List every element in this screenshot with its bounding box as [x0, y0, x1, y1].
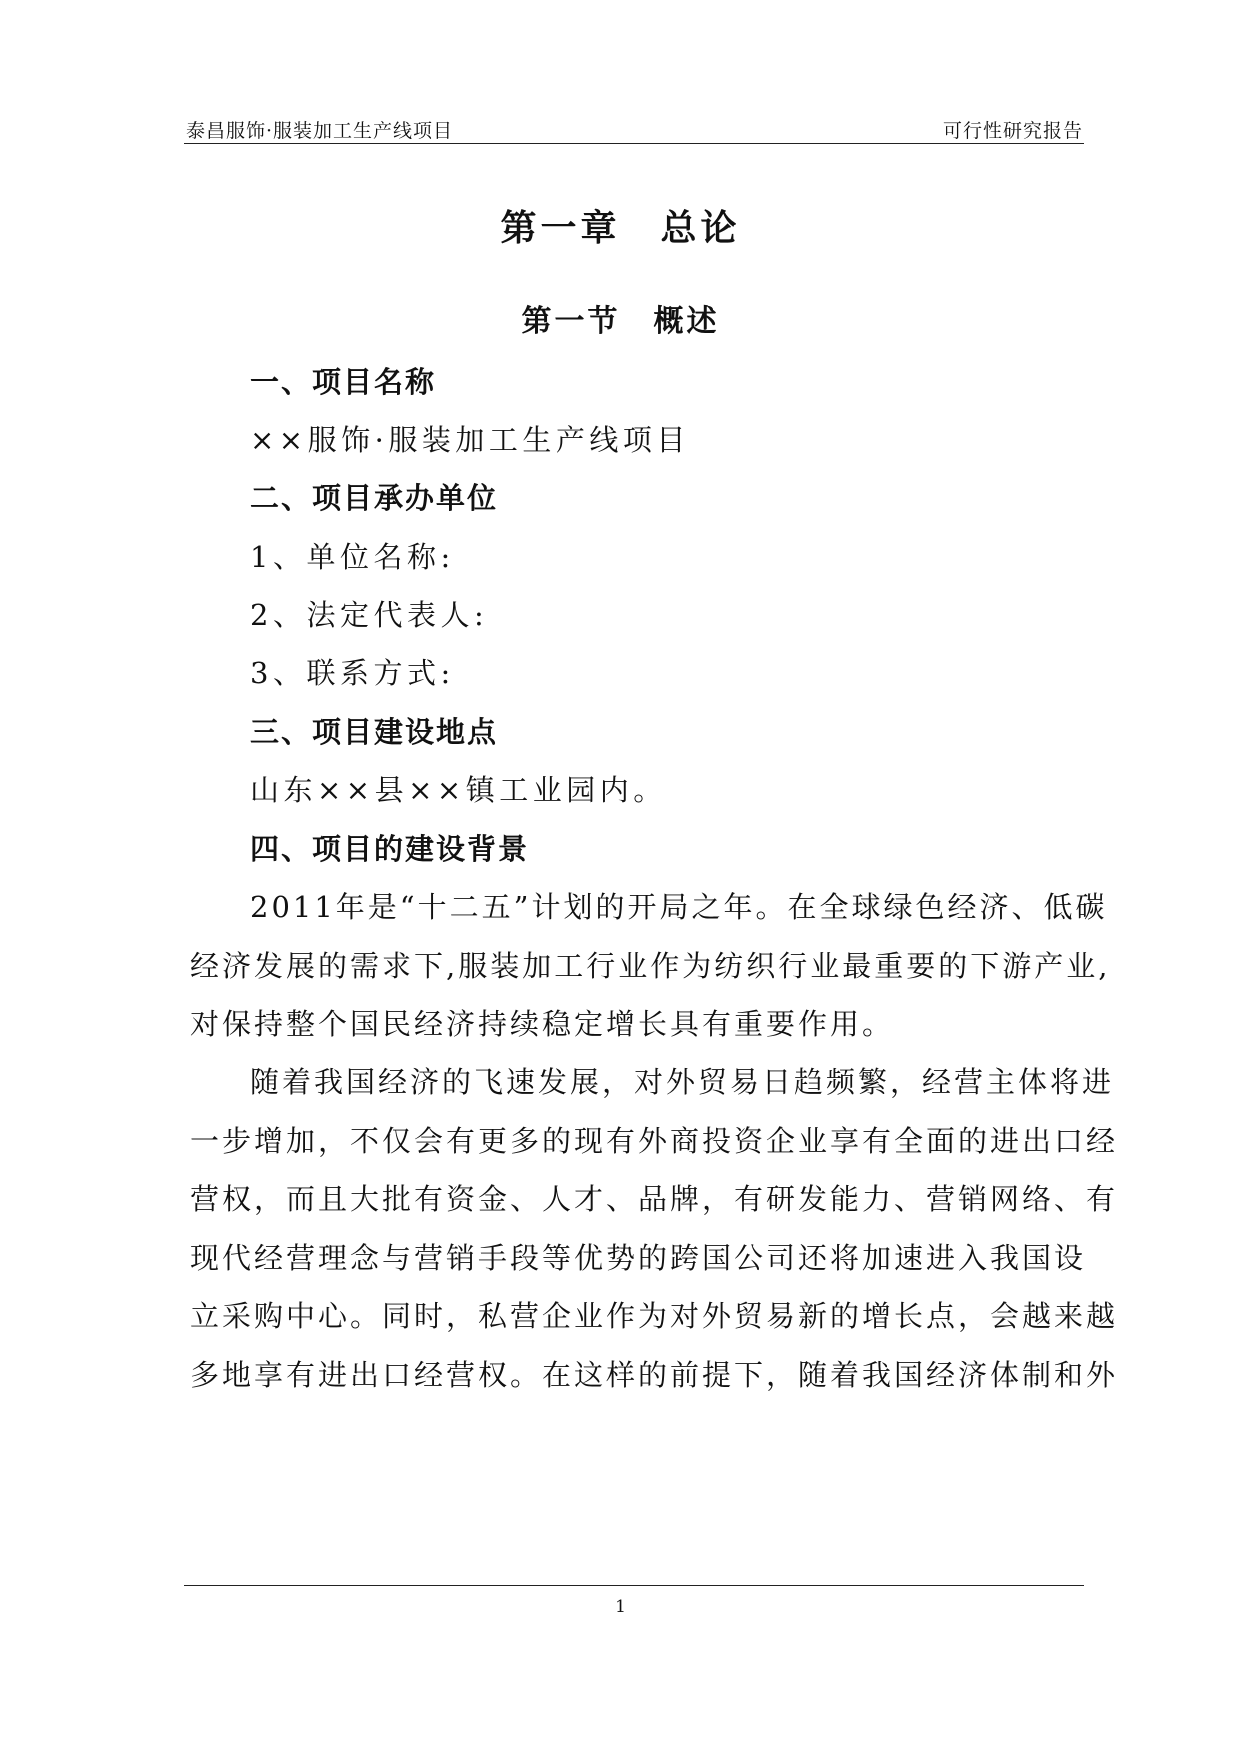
body-line: 2011年是“十二五”计划的开局之年。在全球绿色经济、低碳: [250, 890, 1108, 924]
chapter-title: 第一章 总论: [500, 207, 741, 249]
page-header: [186, 112, 1083, 142]
unit-name-field: 1、单位名称:: [250, 540, 455, 574]
contact-field: 3、联系方式:: [250, 656, 455, 690]
legal-representative-field: 2、法定代表人:: [250, 598, 489, 632]
heading-project-name: 一、项目名称: [250, 365, 437, 399]
body-line: 现代经营理念与营销手段等优势的跨国公司还将加速进入我国设: [190, 1241, 1087, 1275]
page-number: 1: [615, 1597, 626, 1617]
body-line: 多地享有进出口经营权。在这样的前提下，随着我国经济体制和外: [190, 1358, 1119, 1392]
body-line: 一步增加，不仅会有更多的现有外商投资企业享有全面的进出口经: [190, 1124, 1119, 1158]
body-line: 随着我国经济的飞速发展，对外贸易日趋频繁，经营主体将进: [250, 1065, 1115, 1099]
header-divider: [184, 143, 1084, 144]
section-title: 第一节 概述: [521, 304, 720, 339]
project-name-text: ××服饰·服装加工生产线项目: [250, 423, 690, 457]
footer-divider: [184, 1585, 1084, 1586]
header-project-title: 泰昌服饰·服装加工生产线项目: [186, 120, 454, 142]
body-line: 对保持整个国民经济持续稳定增长具有重要作用。: [190, 1007, 895, 1041]
body-line: 立采购中心。同时，私营企业作为对外贸易新的增长点，会越来越: [190, 1299, 1119, 1333]
heading-construction-background: 四、项目的建设背景: [250, 832, 530, 866]
body-line: 经济发展的需求下,服装加工行业作为纺织行业最重要的下游产业,: [190, 949, 1111, 983]
heading-undertaking-unit: 二、项目承办单位: [250, 481, 499, 515]
construction-site-text: 山东××县××镇工业园内。: [250, 773, 667, 807]
header-report-type: 可行性研究报告: [942, 120, 1083, 142]
body-line: 营权，而且大批有资金、人才、品牌，有研发能力、营销网络、有: [190, 1182, 1119, 1216]
heading-construction-site: 三、项目建设地点: [250, 715, 499, 749]
